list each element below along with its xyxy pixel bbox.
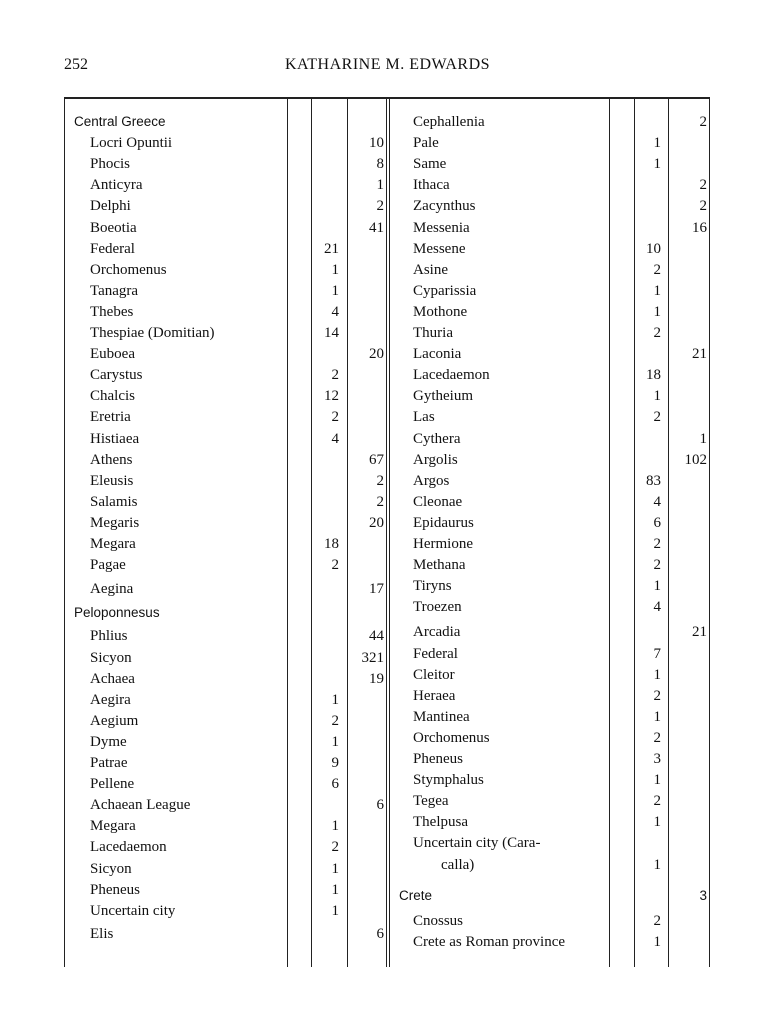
place-name: Dyme (90, 733, 127, 750)
city-count: 2 (653, 912, 661, 929)
city-count: 2 (653, 687, 661, 704)
table-row (64, 603, 387, 623)
table-row (64, 534, 387, 554)
place-name: Pheneus (413, 751, 463, 767)
place-name: Federal (90, 240, 135, 257)
table-row (64, 837, 387, 857)
place-name: Patrae (90, 755, 128, 771)
table-row (64, 732, 387, 752)
place-name: Ithaca . . . (413, 175, 599, 195)
region-total: 41 (369, 219, 384, 236)
city-count: 14 (324, 325, 339, 341)
table-row (389, 196, 709, 216)
city-count: 1 (653, 666, 661, 683)
table-row (389, 260, 709, 280)
city-count: 2 (331, 367, 339, 384)
city-count: 4 (331, 303, 339, 320)
place-name: Phocis . . . (90, 154, 278, 174)
table-row (64, 323, 387, 343)
place-name: calla) (441, 856, 475, 873)
city-count: 4 (653, 599, 661, 616)
table-row (64, 302, 387, 322)
place-name: Lacedaemon (413, 367, 490, 384)
table-row (389, 622, 709, 642)
city-count: 1 (331, 261, 339, 278)
place-name: Messene (413, 240, 466, 257)
region-total: 21 (692, 346, 707, 363)
table-row (389, 133, 709, 153)
city-count: 83 (646, 472, 661, 489)
city-count: 1 (331, 733, 339, 750)
table-row (64, 429, 387, 449)
table-row (389, 239, 709, 259)
place-name: Sicyon (90, 860, 132, 877)
table-row (389, 770, 709, 790)
city-count: 6 (331, 776, 339, 793)
city-count: 1 (331, 902, 339, 919)
place-name: Argolis . . . (413, 450, 599, 470)
region-total: 6 (376, 797, 384, 814)
place-name: Tegea (413, 793, 449, 810)
city-count: 4 (653, 493, 661, 510)
place-name: Locri Opuntii . . . (90, 133, 278, 153)
table-row (64, 753, 387, 773)
table-row (64, 471, 387, 491)
place-name: Orchomenus (413, 729, 490, 746)
place-name: Cleitor (413, 666, 455, 683)
region-total: 1 (376, 177, 384, 194)
place-name: Thebes (90, 303, 134, 320)
table-row (389, 450, 709, 470)
place-name: Cleonae (413, 493, 463, 510)
table-row (389, 791, 709, 811)
place-name: Megara (90, 536, 136, 552)
city-count: 18 (324, 536, 339, 552)
city-count: 1 (331, 818, 339, 835)
place-name: Orchomenus (90, 261, 167, 278)
table-row (389, 686, 709, 706)
page-header (0, 56, 775, 80)
table-row (64, 774, 387, 794)
table-row (64, 365, 387, 385)
table-row (64, 711, 387, 731)
place-name: Uncertain city (Cara- (413, 835, 541, 852)
table-row (389, 513, 709, 533)
table-row (389, 812, 709, 832)
table-row (64, 648, 387, 668)
table-row (389, 344, 709, 364)
table-row (389, 218, 709, 238)
city-count: 1 (653, 933, 661, 950)
region-total: 321 (361, 649, 384, 666)
city-count: 2 (653, 793, 661, 810)
place-name: Elis . . . (90, 924, 278, 944)
city-count: 2 (331, 712, 339, 729)
region-total: 2 (699, 177, 707, 194)
city-count: 2 (331, 557, 339, 574)
place-name: Thelpusa (413, 814, 468, 831)
table-row (389, 707, 709, 727)
place-name: Carystus (90, 367, 143, 384)
running-title: KATHARINE M. EDWARDS (284, 56, 491, 73)
place-name: Peloponnesus (74, 605, 160, 621)
region-total: 2 (699, 198, 707, 215)
place-name: Thuria (413, 325, 453, 341)
city-count: 18 (646, 367, 661, 384)
table-row (389, 833, 709, 853)
table-row (64, 924, 387, 944)
place-name: Crete as Roman province (413, 933, 566, 950)
table-row (389, 281, 709, 301)
table-row (64, 450, 387, 470)
table-row (389, 112, 709, 132)
table-row (64, 407, 387, 427)
place-name: Delphi . . . (90, 196, 278, 216)
place-name: Methana (413, 557, 466, 574)
city-count: 3 (653, 751, 661, 767)
table-row (64, 579, 387, 599)
city-count: 4 (331, 430, 339, 447)
table-row (64, 218, 387, 238)
place-name: Eretria (90, 409, 131, 426)
table-row (389, 555, 709, 575)
region-total: 2 (376, 472, 384, 489)
table-row (389, 302, 709, 322)
city-count: 12 (324, 388, 339, 405)
table-row (64, 513, 387, 533)
place-name: Pellene (90, 776, 135, 793)
place-name: Aegium (90, 712, 139, 729)
city-count: 2 (653, 557, 661, 574)
city-count: 2 (653, 261, 661, 278)
table-row (64, 386, 387, 406)
place-name: Hermione (413, 536, 473, 552)
table-row (64, 344, 387, 364)
place-name: Laconia . . . (413, 344, 599, 364)
region-total: 67 (369, 451, 384, 468)
region-total: 8 (376, 156, 384, 173)
place-name: Eleusis . . . (90, 471, 278, 491)
table-row (64, 901, 387, 921)
table-row (64, 626, 387, 646)
place-name: Megaris . . . (90, 513, 278, 533)
city-count: 1 (653, 708, 661, 725)
place-name: Lacedaemon (90, 839, 167, 856)
table-row (389, 429, 709, 449)
table-row (64, 196, 387, 216)
place-name: Uncertain city (90, 902, 176, 919)
city-count: 1 (653, 282, 661, 299)
table-row (64, 492, 387, 512)
city-count: 1 (653, 856, 661, 873)
city-count: 1 (653, 303, 661, 320)
place-name: Heraea (413, 687, 456, 704)
place-name: Argos (413, 472, 450, 489)
region-total: 44 (369, 628, 384, 645)
city-count: 2 (653, 325, 661, 341)
place-name: Phlius . . . (90, 626, 278, 646)
region-total: 2 (376, 198, 384, 215)
place-name: Gytheium (413, 388, 473, 405)
city-count: 2 (653, 409, 661, 426)
table-row (389, 728, 709, 748)
table-row (64, 112, 387, 132)
table-row (64, 669, 387, 689)
coin-count-table (64, 97, 710, 967)
table-row (64, 880, 387, 900)
table-row (389, 932, 709, 952)
place-name: Arcadia . . . (413, 622, 599, 642)
table-row (389, 855, 709, 875)
table-row (64, 690, 387, 710)
city-count: 10 (646, 240, 661, 257)
region-total: 16 (692, 219, 707, 236)
place-name: Cythera . . . (413, 429, 599, 449)
city-count: 1 (653, 772, 661, 789)
table-row (64, 239, 387, 259)
place-name: Tanagra (90, 282, 139, 299)
city-count: 1 (331, 691, 339, 708)
place-name: Cnossus (413, 912, 464, 929)
region-total: 21 (692, 624, 707, 641)
region-total: 17 (369, 581, 384, 598)
city-count: 2 (653, 729, 661, 746)
region-total: 3 (699, 887, 707, 903)
place-name: Same (413, 156, 447, 173)
table-row (64, 795, 387, 815)
place-name: Tiryns (413, 578, 452, 595)
city-count: 1 (331, 881, 339, 898)
place-name: Epidaurus (413, 514, 474, 531)
place-name: Zacynthus . . . (413, 196, 599, 216)
table-right-rule (709, 97, 710, 967)
table-row (389, 154, 709, 174)
table-row (389, 665, 709, 685)
city-count: 1 (653, 156, 661, 173)
table-row (64, 281, 387, 301)
region-total: 6 (376, 925, 384, 942)
city-count: 1 (653, 578, 661, 595)
table-top-rule (64, 97, 710, 99)
region-total: 2 (699, 114, 707, 130)
table-row (389, 471, 709, 491)
place-name: Mothone (413, 303, 468, 320)
place-name: Sicyon . . . (90, 648, 278, 668)
table-row (389, 175, 709, 195)
table-row (64, 154, 387, 174)
place-name: Achaean League . . . (90, 795, 278, 815)
city-count: 1 (653, 814, 661, 831)
place-name: Salamis . . . (90, 492, 278, 512)
place-name: Crete . . . (399, 886, 599, 906)
place-name: Athens . . . (90, 450, 278, 470)
city-count: 7 (653, 645, 661, 662)
region-total: 2 (376, 493, 384, 510)
table-row (389, 407, 709, 427)
table-row (64, 175, 387, 195)
place-name: Achaea . . . (90, 669, 278, 689)
table-row (64, 555, 387, 575)
place-name: Pheneus (90, 881, 140, 898)
table-row (389, 886, 709, 906)
region-total: 20 (369, 346, 384, 363)
city-count: 1 (331, 282, 339, 299)
page-number: 252 (64, 56, 88, 73)
region-total: 102 (684, 451, 707, 468)
place-name: Cephallenia . . . (413, 112, 599, 132)
place-name: Aegira (90, 691, 131, 708)
table-row (389, 576, 709, 596)
city-count: 1 (331, 860, 339, 877)
table-row (389, 597, 709, 617)
city-count: 9 (331, 755, 339, 771)
city-count: 21 (324, 240, 339, 257)
table-row (389, 492, 709, 512)
place-name: Federal (413, 645, 458, 662)
table-row (389, 644, 709, 664)
place-name: Boeotia . . . (90, 218, 278, 238)
table-row (64, 133, 387, 153)
city-count: 2 (653, 536, 661, 552)
city-count: 1 (653, 388, 661, 405)
place-name: Messenia . . . (413, 218, 599, 238)
place-name: Megara (90, 818, 136, 835)
city-count: 1 (653, 135, 661, 152)
place-name: Troezen (413, 599, 462, 616)
place-name: Histiaea (90, 430, 140, 447)
place-name: Anticyra . . . (90, 175, 278, 195)
place-name: Asine (413, 261, 448, 278)
table-row (389, 534, 709, 554)
region-total: 1 (699, 430, 707, 447)
city-count: 2 (331, 839, 339, 856)
place-name: Stymphalus (413, 772, 484, 789)
table-row (389, 749, 709, 769)
place-name: Chalcis (90, 388, 135, 405)
place-name: Cyparissia (413, 282, 477, 299)
city-count: 2 (331, 409, 339, 426)
place-name: Central Greece (74, 114, 166, 129)
table-row (389, 323, 709, 343)
table-row (389, 386, 709, 406)
city-count: 6 (653, 514, 661, 531)
place-name: Thespiae (Domitian) (90, 325, 215, 341)
place-name: Las (413, 409, 435, 426)
table-row (64, 859, 387, 879)
place-name: Pale (413, 135, 439, 152)
place-name: Mantinea (413, 708, 470, 725)
place-name: Pagae (90, 557, 126, 574)
table-row (64, 260, 387, 280)
region-total: 20 (369, 514, 384, 531)
place-name: Aegina . . . (90, 579, 278, 599)
region-total: 10 (369, 135, 384, 152)
table-row (389, 365, 709, 385)
table-row (64, 816, 387, 836)
place-name: Euboea . . . (90, 344, 278, 364)
table-row (389, 911, 709, 931)
region-total: 19 (369, 670, 384, 687)
